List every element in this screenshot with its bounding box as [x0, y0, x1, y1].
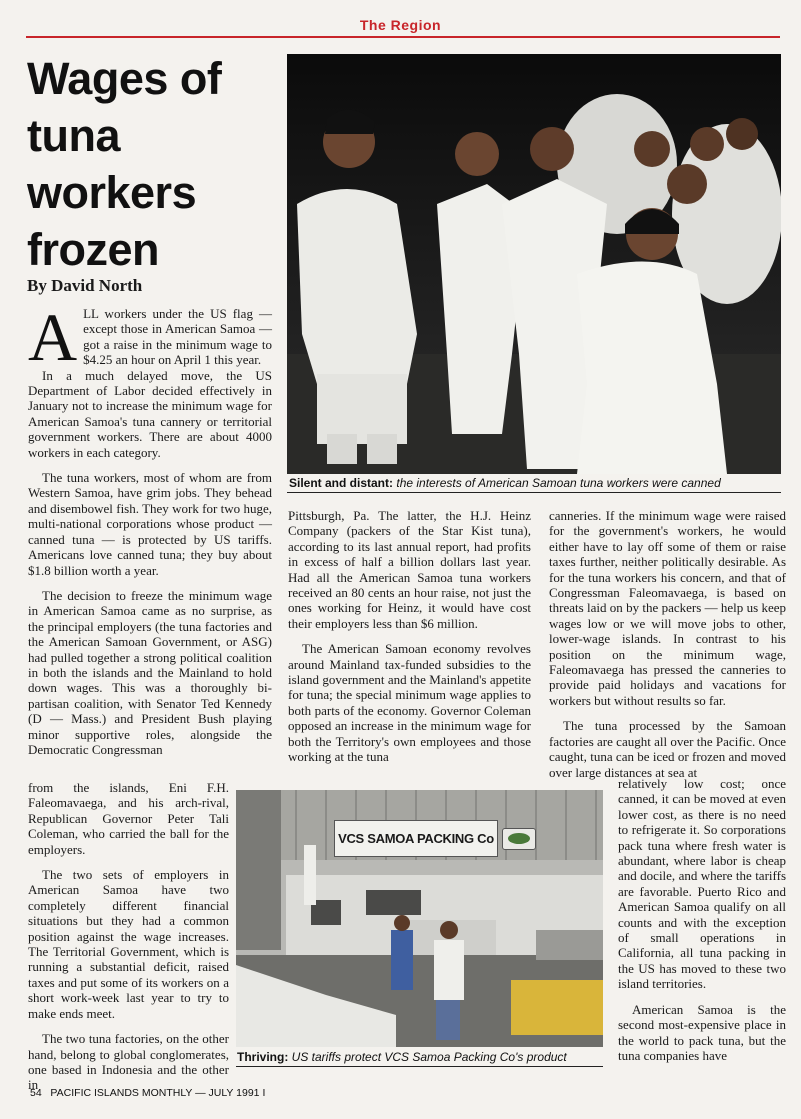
paragraph: The tuna processed by the Samoan factories are caught all over the Pacific. Once caught, tuna can be iced or frozen and moved over large distances at sea at — [549, 718, 786, 780]
section-rule — [26, 36, 780, 38]
photo-caption-1: Silent and distant: the interests of American Samoan tuna workers were canned — [289, 476, 721, 490]
byline: By David North — [27, 276, 143, 295]
paragraph: relatively low cost; once canned, it can be moved at even lower cost, as there is no need to refrigerate it. So corporations pack tuna where fresh water is abundant, where labor is cheap and docile, and where the tariffs are favorable. Puerto Rico and American Samoa qualify on all counts and with the exception of small operations in California, all tuna packing in the US has moved to these two island territories. — [618, 776, 786, 992]
article-column-1-narrow — [28, 780, 229, 1093]
paragraph: In a much delayed move, the US Department of Labor decided effectively in January not to increase the minimum wage for American Samoa's tuna cannery or territorial government workers. There are about 4000 workers in each category. — [28, 367, 272, 460]
drop-cap: A — [28, 299, 78, 375]
page-footer: 54 PACIFIC ISLANDS MONTHLY — JULY 1991 I — [30, 1087, 266, 1099]
article-column-3-narrow — [618, 776, 786, 1063]
headline: Wages of tuna workers frozen — [27, 53, 222, 275]
paragraph: American Samoa is the second most-expensive place in the world to pack tuna, but the tuna companies have — [618, 1001, 786, 1063]
caption-rule — [287, 492, 781, 493]
article-column-2 — [288, 508, 531, 765]
company-sign-text: VCS SAMOA PACKING Co — [338, 831, 494, 846]
article-column-1 — [28, 299, 272, 757]
paragraph: canneries. If the minimum wage were raised for the government's workers, he would either have to lay off some of them or raise taxes further, neither politically desirable. As for the tuna workers his concern, and that of Congressman Faleomavaega, is based on threats laid on by the packers — help us keep wages low or we will move jobs to other, lower-wage islands. In contrast to his position on the minimum wage, Faleomavaega has pressed the canneries to provide paid holidays and vacations for workers but without results so far. — [549, 508, 786, 708]
paragraph: The two sets of employers in American Samoa have two completely different financial situations but they had a common position against the wage increases. The Territorial Government, which is running a substantial deficit, raised taxes and put some of its workers on a short work-week last year to try to make ends meet. — [28, 867, 229, 1021]
paragraph: The decision to freeze the minimum wage in American Samoa came as no surprise, as the principal employers (the tuna factories and the American Samoan Government, or ASG) had pulled together a strong political coalition in both the islands and the Mainland to hold down wages. This was a thoroughly bi-partisan coalition, with Senator Ted Kennedy (D — Mass.) and President Bush playing minor supportive roles, alongside the Democratic Congressman — [28, 587, 272, 757]
paragraph: The tuna workers, most of whom are from Western Samoa, have grim jobs. They behead and disembowel fish. They work for two huge, multi-national corporations whose product — canned tuna — is protected by US tariffs. Americans love canned tuna; they buy about $1.8 billion worth a year. — [28, 470, 272, 578]
section-label: The Region — [359, 17, 442, 33]
workers-photo-illustration — [287, 54, 781, 474]
photo-caption-2: Thriving: US tariffs protect VCS Samoa Packing Co's product — [237, 1050, 567, 1064]
company-sign — [334, 820, 498, 857]
sign-logo — [502, 828, 536, 850]
paragraph: from the islands, Eni F.H. Faleomavaega, and his arch-rival, Republican Governor Peter Tali Coleman, who carried the ball for the employers. — [28, 780, 229, 857]
caption-rule — [236, 1066, 603, 1067]
paragraph: The two tuna factories, on the other hand, belong to global conglomerates, one based in Indonesia and the other in — [28, 1031, 229, 1093]
photo-tuna-workers — [287, 54, 781, 474]
paragraph: The American Samoan economy revolves around Mainland tax-funded subsidies to the island government and the Mainland's appetite for tuna; the special minimum wage applies to both parts of the economy. Governor Coleman opposed an increase in the minimum wage for both the Territory's own employees and those working at the tuna — [288, 641, 531, 765]
photo-packing-plant — [236, 790, 603, 1047]
article-column-3 — [549, 508, 786, 780]
paragraph: Pittsburgh, Pa. The latter, the H.J. Heinz Company (packers of the Star Kist tuna), according to its last annual report, had profits in excess of half a billion dollars last year. Had all the American Samoa tuna workers received an 80 cents an hour raise, not just the ones working for Heinz, it would have cost their employers less than $6 million. — [288, 508, 531, 631]
lead-paragraph: ALL workers under the US flag — except those in American Samoa — got a raise in the minimum wage to $4.25 an hour on April 1 this year. — [28, 299, 272, 375]
